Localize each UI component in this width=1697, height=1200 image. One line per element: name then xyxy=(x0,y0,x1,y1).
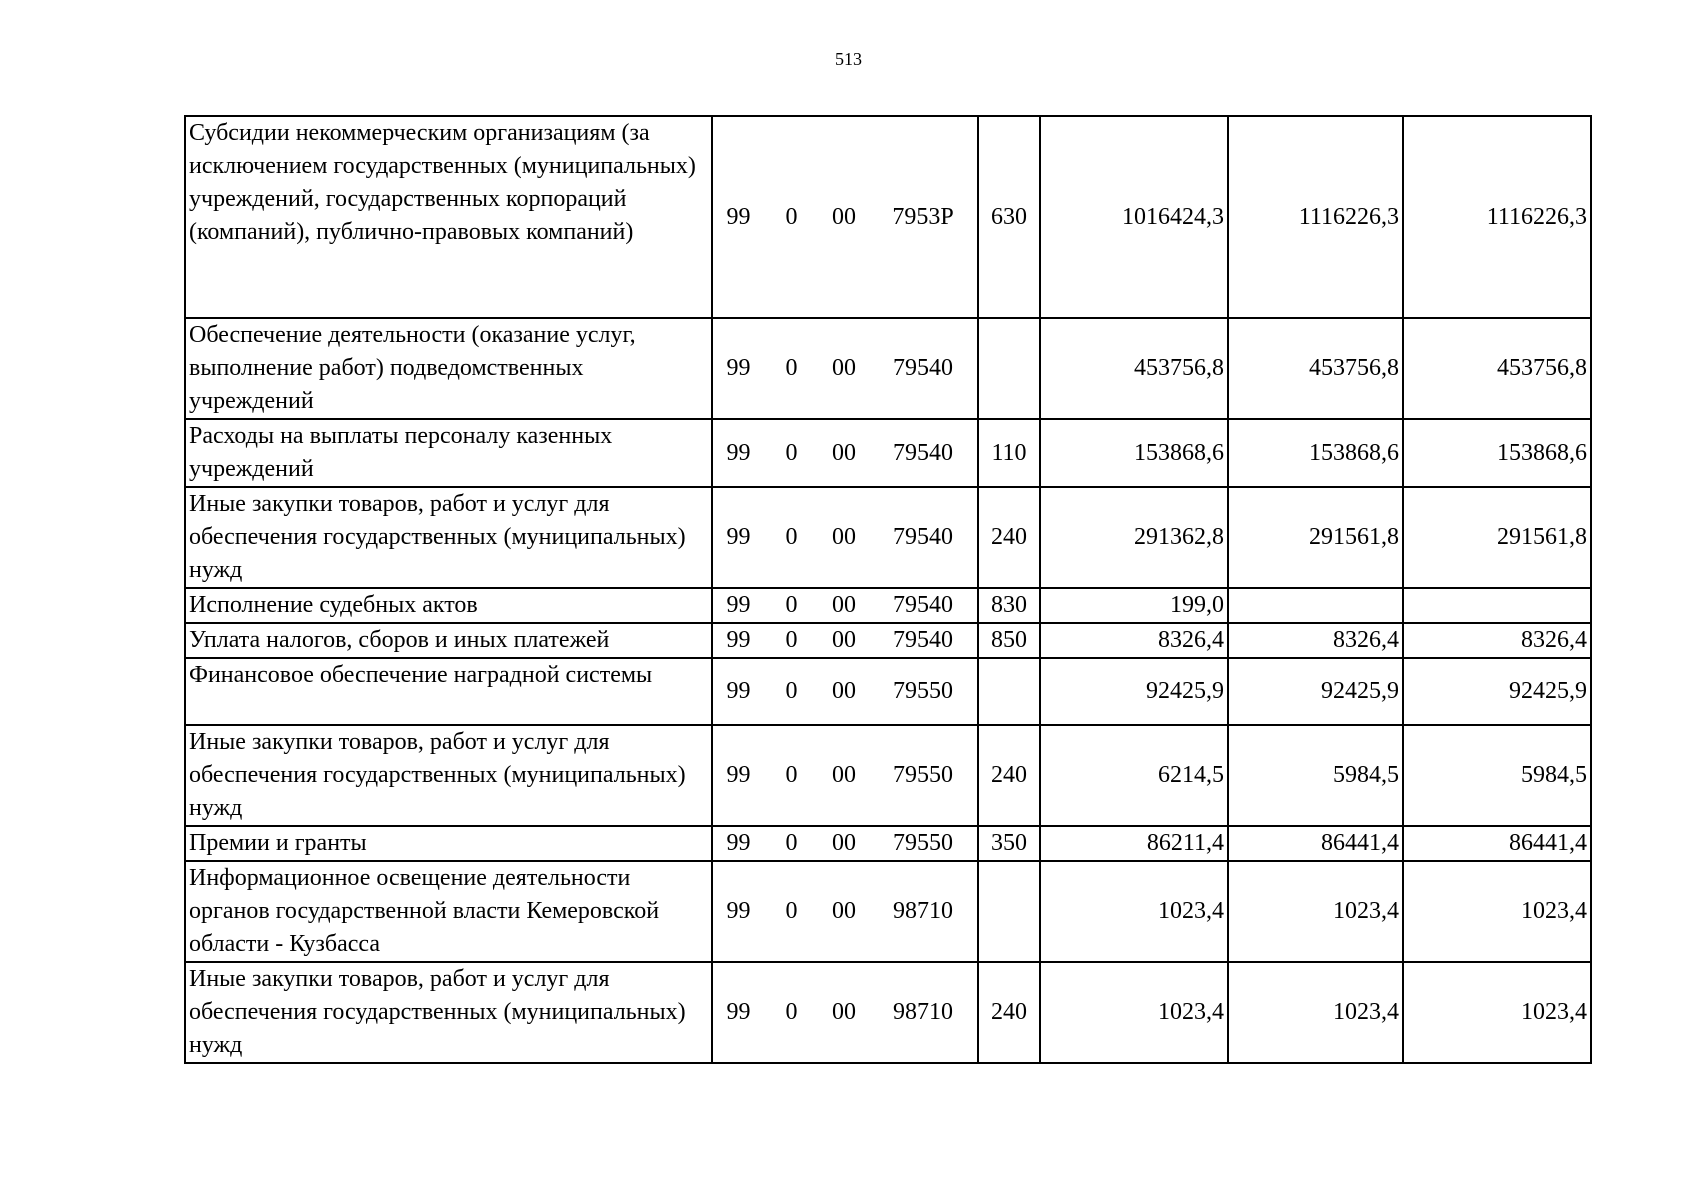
program-code: 99 xyxy=(712,725,764,826)
table-row xyxy=(185,318,1591,419)
page-number: 513 xyxy=(835,49,862,69)
amount-year-3: 8326,4 xyxy=(1403,623,1591,658)
subprogram-code: 0 xyxy=(764,116,819,318)
direction-code: 79540 xyxy=(869,623,978,658)
row-name: Уплата налогов, сборов и иных платежей xyxy=(185,623,712,658)
program-code: 99 xyxy=(712,962,764,1063)
direction-code: 7953Р xyxy=(869,116,978,318)
expense-type-code xyxy=(978,658,1040,725)
main-activity-code: 00 xyxy=(819,318,869,419)
program-code: 99 xyxy=(712,419,764,487)
direction-code: 79550 xyxy=(869,826,978,861)
amount-year-3: 5984,5 xyxy=(1403,725,1591,826)
program-code: 99 xyxy=(712,116,764,318)
subprogram-code: 0 xyxy=(764,725,819,826)
table-row xyxy=(185,419,1591,487)
amount-year-1: 453756,8 xyxy=(1040,318,1228,419)
table-row xyxy=(185,826,1591,861)
expense-type-code xyxy=(978,318,1040,419)
program-code: 99 xyxy=(712,588,764,623)
direction-code: 79540 xyxy=(869,318,978,419)
subprogram-code: 0 xyxy=(764,419,819,487)
table-row xyxy=(185,588,1591,623)
direction-code: 79540 xyxy=(869,487,978,588)
expense-type-code: 240 xyxy=(978,962,1040,1063)
direction-code: 79540 xyxy=(869,588,978,623)
amount-year-1: 1023,4 xyxy=(1040,962,1228,1063)
amount-year-3 xyxy=(1403,588,1591,623)
subprogram-code: 0 xyxy=(764,826,819,861)
amount-year-3: 153868,6 xyxy=(1403,419,1591,487)
amount-year-3: 1023,4 xyxy=(1403,962,1591,1063)
amount-year-2: 1116226,3 xyxy=(1228,116,1403,318)
amount-year-2: 291561,8 xyxy=(1228,487,1403,588)
row-name: Субсидии некоммерческим организациям (за исключением государственных (муниципальных) учреждений, государственных корпораций (компаний), публично-правовых компаний) xyxy=(185,116,712,318)
amount-year-3: 453756,8 xyxy=(1403,318,1591,419)
amount-year-2 xyxy=(1228,588,1403,623)
row-name: Информационное освещение деятельности органов государственной власти Кемеровской области - Кузбасса xyxy=(185,861,712,962)
program-code: 99 xyxy=(712,826,764,861)
table-row xyxy=(185,658,1591,725)
direction-code: 98710 xyxy=(869,962,978,1063)
amount-year-1: 92425,9 xyxy=(1040,658,1228,725)
expense-type-code: 110 xyxy=(978,419,1040,487)
amount-year-2: 8326,4 xyxy=(1228,623,1403,658)
direction-code: 79550 xyxy=(869,725,978,826)
main-activity-code: 00 xyxy=(819,623,869,658)
row-name: Финансовое обеспечение наградной системы xyxy=(185,658,712,725)
amount-year-1: 6214,5 xyxy=(1040,725,1228,826)
row-name: Иные закупки товаров, работ и услуг для обеспечения государственных (муниципальных) нужд xyxy=(185,487,712,588)
subprogram-code: 0 xyxy=(764,658,819,725)
subprogram-code: 0 xyxy=(764,962,819,1063)
amount-year-1: 8326,4 xyxy=(1040,623,1228,658)
row-name: Иные закупки товаров, работ и услуг для обеспечения государственных (муниципальных) нужд xyxy=(185,725,712,826)
amount-year-2: 453756,8 xyxy=(1228,318,1403,419)
row-name: Обеспечение деятельности (оказание услуг, выполнение работ) подведомственных учреждений xyxy=(185,318,712,419)
table-row xyxy=(185,487,1591,588)
expense-type-code: 240 xyxy=(978,487,1040,588)
expense-type-code: 350 xyxy=(978,826,1040,861)
amount-year-3: 92425,9 xyxy=(1403,658,1591,725)
row-name: Исполнение судебных актов xyxy=(185,588,712,623)
budget-table xyxy=(184,115,1592,1064)
amount-year-2: 92425,9 xyxy=(1228,658,1403,725)
subprogram-code: 0 xyxy=(764,588,819,623)
main-activity-code: 00 xyxy=(819,725,869,826)
amount-year-1: 199,0 xyxy=(1040,588,1228,623)
expense-type-code: 630 xyxy=(978,116,1040,318)
row-name: Расходы на выплаты персоналу казенных учреждений xyxy=(185,419,712,487)
main-activity-code: 00 xyxy=(819,962,869,1063)
amount-year-2: 1023,4 xyxy=(1228,962,1403,1063)
direction-code: 79550 xyxy=(869,658,978,725)
expense-type-code: 850 xyxy=(978,623,1040,658)
amount-year-2: 5984,5 xyxy=(1228,725,1403,826)
amount-year-3: 1023,4 xyxy=(1403,861,1591,962)
row-name: Иные закупки товаров, работ и услуг для обеспечения государственных (муниципальных) нужд xyxy=(185,962,712,1063)
program-code: 99 xyxy=(712,318,764,419)
main-activity-code: 00 xyxy=(819,588,869,623)
amount-year-3: 86441,4 xyxy=(1403,826,1591,861)
amount-year-1: 153868,6 xyxy=(1040,419,1228,487)
table-row xyxy=(185,962,1591,1063)
table-row xyxy=(185,623,1591,658)
main-activity-code: 00 xyxy=(819,861,869,962)
subprogram-code: 0 xyxy=(764,318,819,419)
main-activity-code: 00 xyxy=(819,658,869,725)
expense-type-code xyxy=(978,861,1040,962)
amount-year-1: 1023,4 xyxy=(1040,861,1228,962)
amount-year-3: 291561,8 xyxy=(1403,487,1591,588)
program-code: 99 xyxy=(712,861,764,962)
amount-year-2: 86441,4 xyxy=(1228,826,1403,861)
subprogram-code: 0 xyxy=(764,861,819,962)
direction-code: 98710 xyxy=(869,861,978,962)
subprogram-code: 0 xyxy=(764,487,819,588)
expense-type-code: 830 xyxy=(978,588,1040,623)
amount-year-1: 86211,4 xyxy=(1040,826,1228,861)
amount-year-1: 291362,8 xyxy=(1040,487,1228,588)
row-name: Премии и гранты xyxy=(185,826,712,861)
table-row xyxy=(185,861,1591,962)
direction-code: 79540 xyxy=(869,419,978,487)
amount-year-1: 1016424,3 xyxy=(1040,116,1228,318)
amount-year-3: 1116226,3 xyxy=(1403,116,1591,318)
main-activity-code: 00 xyxy=(819,116,869,318)
main-activity-code: 00 xyxy=(819,826,869,861)
expense-type-code: 240 xyxy=(978,725,1040,826)
program-code: 99 xyxy=(712,487,764,588)
amount-year-2: 153868,6 xyxy=(1228,419,1403,487)
program-code: 99 xyxy=(712,658,764,725)
subprogram-code: 0 xyxy=(764,623,819,658)
program-code: 99 xyxy=(712,623,764,658)
main-activity-code: 00 xyxy=(819,419,869,487)
table-row xyxy=(185,116,1591,318)
amount-year-2: 1023,4 xyxy=(1228,861,1403,962)
table-row xyxy=(185,725,1591,826)
main-activity-code: 00 xyxy=(819,487,869,588)
